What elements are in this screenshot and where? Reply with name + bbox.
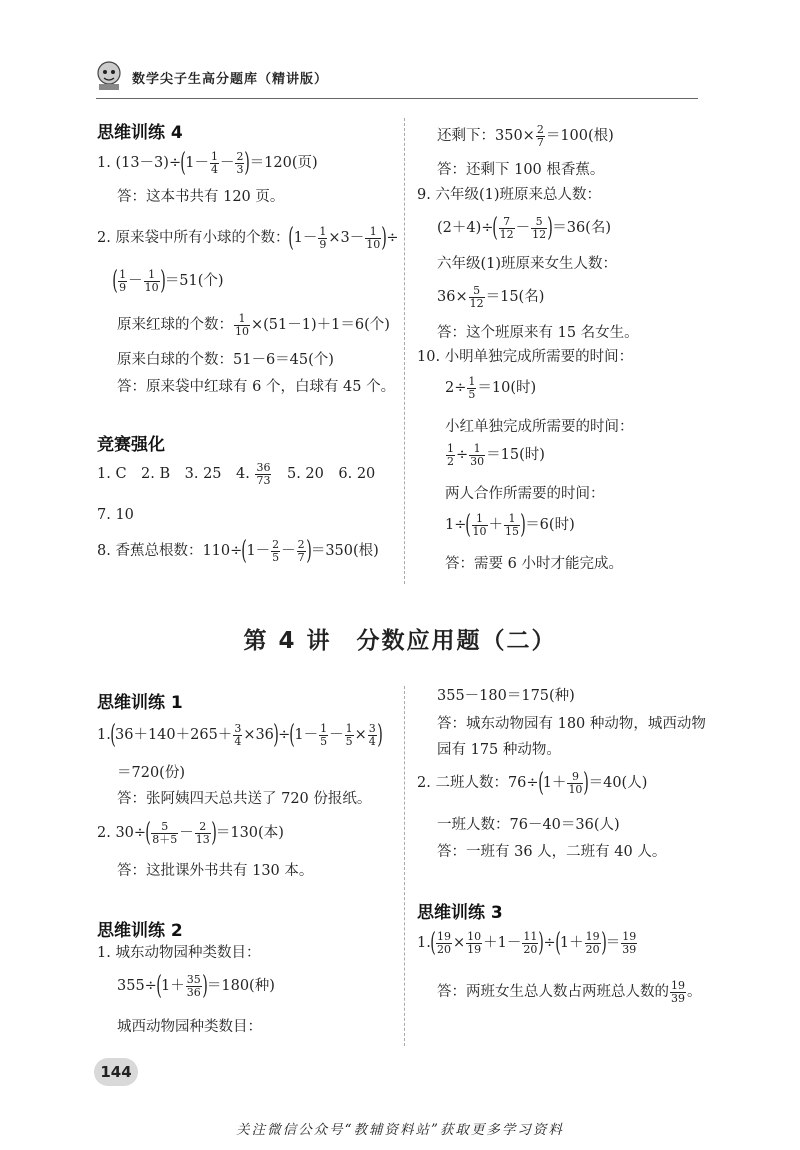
answer-line: 一班人数：76－40＝36(人) — [437, 817, 620, 833]
answer-line: 10. 小明单独完成所需要的时间： — [417, 349, 634, 365]
answer-line: 1. (13－3)÷(1－ $\frac{1}{4}$ － $\frac{2}{3}$ )＝120(页) — [97, 148, 318, 178]
footer-note: 关注微信公众号“教辅资料站”获取更多学习资料 — [236, 1122, 564, 1138]
answer-line: 小红单独完成所需要的时间： — [445, 419, 634, 435]
answer-line: 答：两班女生总人数占两班总人数的 $\frac{19}{39}$ 。 — [437, 979, 702, 1005]
answer-line: 1.(36＋140＋265＋ $\frac{3}{4}$ ×36)÷(1－ $\frac{1}{5}$ － $\frac{1}{5}$ × $\frac{3}{4}$ ) — [97, 720, 383, 750]
answer-line: 355－180＝175(种) — [437, 688, 575, 704]
answer-line: 答：张阿姨四天总共送了 720 份报纸。 — [117, 791, 372, 807]
section-title: 思维训练 1 — [97, 693, 183, 713]
header-title: 数学尖子生高分题库（精讲版） — [132, 72, 329, 87]
section-title: 思维训练 4 — [97, 123, 183, 143]
answer-line: 1. 城东动物园种类数目： — [97, 945, 261, 961]
section-title: 思维训练 3 — [417, 903, 503, 923]
answer-line: (2＋4)÷( $\frac{7}{12}$ － $\frac{5}{12}$ )＝36(名) — [437, 213, 611, 243]
answer-line: 答：原来袋中红球有 6 个，白球有 45 个。 — [117, 379, 396, 395]
answer-line: 答：需要 6 小时才能完成。 — [445, 556, 623, 572]
section-title: 思维训练 2 — [97, 921, 183, 941]
answer-line: 答：城东动物园有 180 种动物，城西动物 — [437, 716, 706, 732]
answer-line: ＝720(份) — [117, 765, 185, 781]
answer-line: 1÷( $\frac{1}{10}$ ＋ $\frac{1}{15}$ )＝6(时) — [445, 510, 575, 540]
answer-line: 原来红球的个数： $\frac{1}{10}$ ×(51－1)＋1＝6(个) — [117, 312, 390, 338]
answer-line: 答：还剩下 100 根香蕉。 — [437, 162, 605, 178]
answer-line: 1.( $\frac{19}{20}$ × $\frac{10}{19}$ ＋1－ $\frac{11}{20}$ )÷(1＋ $\frac{19}{20}$ )＝ $\frac{19}{39}$ — [417, 928, 637, 958]
answer-line: ( $\frac{1}{9}$ － $\frac{1}{10}$ )＝51(个) — [112, 266, 224, 296]
answer-line: 9. 六年级(1)班原来总人数： — [417, 187, 601, 203]
section-title: 竞赛强化 — [97, 435, 165, 455]
answer-line: 答：这批课外书共有 130 本。 — [117, 863, 314, 879]
mascot-logo — [92, 58, 126, 92]
answer-line: 36× $\frac{5}{12}$ ＝15(名) — [437, 284, 545, 310]
answer-line: 355÷(1＋ $\frac{35}{36}$ )＝180(种) — [117, 971, 275, 1001]
answer-line: 7. 10 — [97, 507, 134, 523]
answer-line: 2. 30÷( $\frac{5}{8+5}$ － $\frac{2}{13}$ )＝130(本) — [97, 818, 284, 848]
chapter-title: 第 4 讲 分数应用题（二） — [243, 628, 557, 654]
answer-line: 还剩下：350× $\frac{2}{7}$ ＝100(根) — [437, 123, 614, 149]
answer-line: $\frac{1}{2}$ ÷ $\frac{1}{30}$ ＝15(时) — [447, 442, 545, 468]
page-number: 144 — [94, 1058, 138, 1086]
column-divider — [404, 118, 405, 584]
answer-line: 答：一班有 36 人，二班有 40 人。 — [437, 844, 667, 860]
answer-line: 园有 175 种动物。 — [437, 742, 561, 758]
answer-line: 1. C 2. B 3. 25 4. $\frac{36}{73}$ 5. 20 6. 20 — [97, 461, 376, 487]
answer-line: 2÷ $\frac{1}{5}$ ＝10(时) — [445, 375, 537, 401]
answer-line: 答：这个班原来有 15 名女生。 — [437, 325, 639, 341]
answer-line: 答：这本书共有 120 页。 — [117, 189, 285, 205]
answer-line: 两人合作所需要的时间： — [445, 486, 605, 502]
answer-line: 城西动物园种类数目： — [117, 1019, 262, 1035]
header-rule — [96, 98, 698, 99]
answer-line: 8. 香蕉总根数：110÷(1－ $\frac{2}{5}$ － $\frac{2}{7}$ )＝350(根) — [97, 536, 379, 566]
answer-line: 六年级(1)班原来女生人数： — [437, 256, 618, 272]
column-divider — [404, 686, 405, 1046]
answer-line: 2. 原来袋中所有小球的个数：(1－ $\frac{1}{9}$ ×3－ $\frac{1}{10}$ )÷ — [97, 223, 399, 253]
answer-line: 原来白球的个数：51－6＝45(个) — [117, 352, 334, 368]
answer-line: 2. 二班人数：76÷(1＋ $\frac{9}{10}$ )＝40(人) — [417, 768, 648, 798]
